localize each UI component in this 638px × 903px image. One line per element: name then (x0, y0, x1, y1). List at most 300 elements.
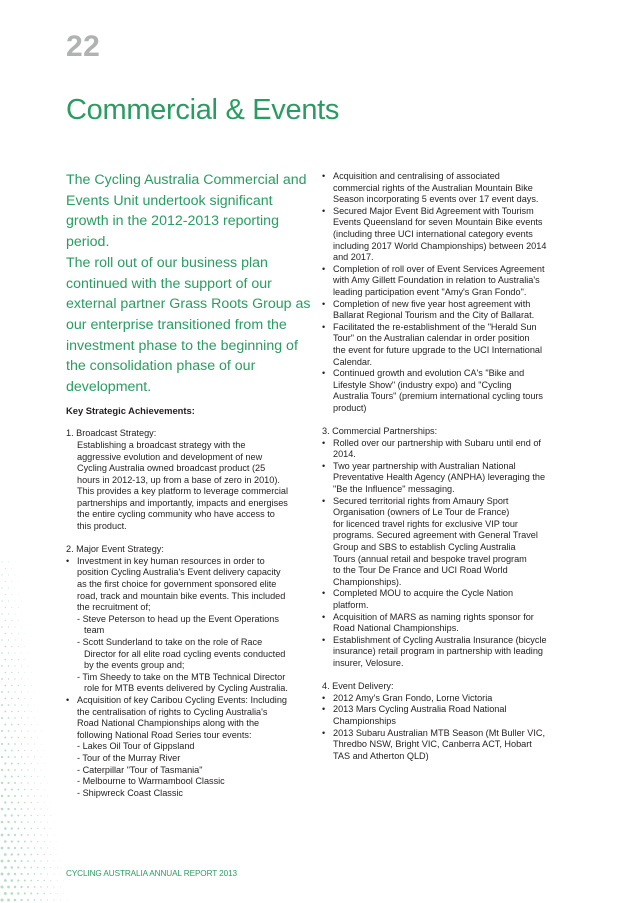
decorative-dot (47, 835, 48, 836)
decorative-dot (11, 724, 13, 726)
text-line: Events Queensland for seven Mountain Bike events (333, 217, 543, 228)
decorative-dot (34, 873, 36, 875)
decorative-dot (1, 574, 2, 575)
decorative-dot (30, 867, 32, 869)
decorative-dot (24, 724, 25, 725)
text-line: Tour" on the Australian calendar in order position (333, 333, 530, 344)
decorative-dot (31, 724, 32, 725)
decorative-dot (14, 834, 16, 836)
tour-item: - Tour of the Murray River (77, 752, 181, 763)
decorative-dot (17, 840, 19, 842)
bullet-item (322, 322, 584, 368)
decorative-dot (47, 783, 48, 784)
decorative-dot (8, 704, 10, 706)
decorative-dot (14, 847, 16, 849)
decorative-dot (37, 880, 39, 882)
decorative-dot (8, 600, 9, 601)
decorative-dot (18, 607, 19, 608)
decorative-dot (11, 698, 12, 699)
decorative-dot (17, 892, 19, 894)
text-line: Road National Championships along with the (77, 718, 260, 729)
decorative-dot (11, 840, 13, 842)
text-line: Australia Tours" (premium international cycling tours (333, 391, 543, 402)
bullet-item (322, 496, 584, 589)
decorative-dot (34, 692, 35, 693)
page-title: Commercial & Events (66, 94, 340, 126)
text-line: • 2013 Subaru Australian MTB Season (Mt Buller VIC, (333, 727, 546, 738)
decorative-dot (38, 711, 39, 712)
decorative-dot (37, 815, 38, 816)
decorative-dot (37, 841, 38, 842)
decorative-dot (24, 828, 26, 830)
decorative-dot (34, 834, 35, 835)
text-line: Calendar. (333, 356, 373, 367)
decorative-dot (1, 691, 3, 693)
footer-report-title: CYCLING AUSTRALIA ANNUAL REPORT 2013 (66, 869, 237, 878)
decorative-dot (8, 665, 9, 666)
decorative-dot (44, 789, 45, 790)
text-line: - Scott Sunderland to take on the role of Race (77, 637, 263, 648)
decorative-dot (8, 691, 10, 693)
decorative-dot (17, 763, 19, 765)
decorative-dot (14, 821, 16, 823)
decorative-dot (40, 873, 41, 874)
decorative-dot (21, 614, 22, 615)
decorative-dot (21, 795, 23, 797)
decorative-dot (37, 854, 38, 855)
decorative-dot (18, 646, 19, 647)
decorative-dot (34, 886, 36, 888)
decorative-dot (50, 854, 51, 855)
decorative-dot (44, 815, 45, 816)
decorative-dot (54, 874, 55, 875)
decorative-dot (1, 782, 3, 784)
major-event-strategy-title: 2. Major Event Strategy: (66, 544, 164, 555)
text-line: • Completion of new five year host agreement with (333, 298, 531, 309)
bullet-item (322, 704, 584, 727)
decorative-dot (41, 731, 42, 732)
decorative-dot (31, 815, 32, 816)
decorative-dot (27, 756, 28, 757)
text-line: Group and SBS to establish Cycling Australia (333, 542, 516, 552)
decorative-dot (24, 802, 26, 804)
decorative-dot (41, 770, 42, 771)
decorative-dot (31, 802, 32, 803)
decorative-dot (54, 822, 55, 823)
decorative-dot (30, 880, 32, 882)
bullet-item (322, 264, 584, 299)
decorative-dot (14, 730, 16, 732)
text-line: - Steve Peterson to head up the Event Operations (77, 613, 279, 624)
bullet-item (322, 368, 584, 414)
decorative-dot (50, 815, 51, 816)
decorative-dot (5, 659, 7, 661)
decorative-dot (4, 840, 7, 843)
decorative-dot (21, 769, 23, 771)
bullet-item (322, 171, 584, 206)
decorative-dot (21, 847, 23, 849)
decorative-dot (24, 867, 26, 869)
text-line: TAS and Atherton QLD) (333, 750, 429, 761)
decorative-dot (24, 841, 26, 843)
decorative-dot (34, 705, 35, 706)
decorative-dot (38, 724, 39, 725)
decorative-dot (24, 776, 25, 777)
decorative-dot (21, 782, 23, 784)
decorative-dot (41, 809, 42, 810)
text-line: programs. Secured agreement with General Travel (333, 530, 538, 541)
bullet-item (322, 206, 584, 264)
decorative-dot (41, 796, 42, 797)
decorative-dot (54, 835, 55, 836)
decorative-dot (18, 698, 19, 699)
bullet-item (322, 635, 584, 670)
text-line: with Amy Gillett Foundation in relation to Australia's (333, 275, 540, 286)
decorative-dot (47, 809, 48, 810)
decorative-dot (31, 776, 32, 777)
bullet-item (66, 556, 311, 614)
decorative-dot (8, 613, 9, 614)
decorative-dot (1, 665, 3, 667)
text-line: partnerships and importantly, impacts and energises (77, 497, 288, 508)
decorative-dot (7, 860, 10, 863)
decorative-dot (4, 879, 7, 882)
text-line: Preventative Health Agency (ANPHA) leveraging the (333, 472, 546, 483)
text-line: • 2013 Mars Cycling Australia Road National (333, 704, 507, 715)
decorative-dot (50, 828, 51, 829)
decorative-dot (21, 808, 23, 810)
decorative-dot (27, 743, 28, 744)
decorative-dot (1, 756, 3, 758)
decorative-dot (14, 860, 16, 862)
text-line: "Be the Influence" messaging. (333, 484, 455, 495)
text-line: • Facilitated the re-establishment of the "Herald Sun (333, 321, 537, 332)
decorative-dot (14, 691, 15, 692)
decorative-dot (50, 893, 51, 894)
text-line: Establishing a broadcast strategy with the (77, 439, 246, 450)
bullet-item (66, 695, 311, 741)
decorative-dot (27, 860, 29, 862)
decorative-dot (8, 626, 9, 627)
text-line: and 2017. (333, 252, 374, 263)
decorative-dot (27, 886, 29, 888)
decorative-dot (31, 789, 32, 790)
decorative-dot (4, 724, 6, 726)
decorative-dot (8, 743, 10, 745)
bullet-item (322, 588, 584, 611)
decorative-dot (50, 841, 51, 842)
decorative-dot (47, 822, 48, 823)
decorative-dot (11, 879, 14, 882)
decorative-dot (31, 763, 32, 764)
text-line: the recruitment of; (77, 602, 151, 613)
text-line: • Completed MOU to acquire the Cycle Nation (333, 588, 514, 599)
decorative-dot (20, 860, 22, 862)
decorative-dot (64, 880, 65, 881)
decorative-dot (11, 776, 13, 778)
decorative-dot (37, 737, 38, 738)
decorative-dot (11, 788, 13, 790)
decorative-dot (11, 685, 12, 686)
decorative-dot (18, 737, 19, 738)
decorative-dot (27, 821, 29, 823)
text-line: insurance) retail program in partnership with leading (333, 646, 543, 657)
text-line: - Tim Sheedy to take on the MTB Technical Director (77, 671, 286, 682)
decorative-dot (50, 880, 51, 881)
decorative-dot (47, 848, 48, 849)
text-line: • Completion of roll over of Event Services Agreement (333, 263, 545, 274)
decorative-dot (14, 769, 16, 771)
decorative-dot (21, 704, 22, 705)
decorative-dot (1, 795, 3, 797)
decorative-dot (47, 899, 48, 900)
decorative-dot (14, 704, 15, 705)
decorative-dot (50, 867, 51, 868)
sub-item (66, 614, 311, 637)
bullet-item (322, 693, 584, 705)
decorative-dot (1, 626, 2, 627)
decorative-dot (18, 685, 19, 686)
decorative-dot (1, 639, 3, 641)
decorative-dot (31, 672, 32, 673)
decorative-dot (21, 691, 22, 692)
decorative-dot (21, 756, 22, 757)
decorative-dot (51, 802, 52, 803)
decorative-dot (1, 808, 4, 811)
decorative-dot (4, 711, 6, 713)
decorative-dot (5, 672, 7, 674)
decorative-dot (8, 575, 9, 576)
decorative-dot (1, 613, 2, 614)
decorative-dot (53, 899, 54, 900)
decorative-dot (34, 782, 35, 783)
text-line: Cycling Australia owned broadcast product (25 (77, 463, 266, 474)
text-line: as the first choice for government sponsored elite (77, 579, 277, 590)
bullet-item (322, 612, 584, 635)
decorative-dot (4, 698, 6, 700)
decorative-dot (5, 646, 6, 647)
decorative-dot (7, 873, 10, 876)
decorative-dot (37, 763, 38, 764)
decorative-dot (14, 665, 15, 666)
decorative-dot (37, 750, 38, 751)
text-line: following National Road Series tour events: (77, 729, 252, 740)
decorative-dot (28, 705, 29, 706)
decorative-dot (44, 802, 45, 803)
decorative-dot (24, 815, 26, 817)
decorative-dot (27, 873, 29, 875)
text-line: the entire cycling community who have access to (77, 509, 275, 520)
decorative-dot (15, 588, 16, 589)
decorative-dot (60, 900, 61, 901)
sub-item (66, 672, 311, 695)
decorative-dot (31, 750, 32, 751)
decorative-dot (17, 789, 19, 791)
decorative-dot (11, 646, 12, 647)
decorative-dot (24, 750, 25, 751)
decorative-dot (8, 717, 10, 719)
decorative-dot (4, 788, 6, 790)
commercial-partnerships-title: 3. Commercial Partnerships: (322, 426, 438, 437)
decorative-dot (11, 814, 13, 816)
decorative-dot (7, 899, 10, 902)
text-line: commercial rights of the Australian Mountain Bike (333, 182, 533, 193)
text-line: Lifestyle Show" (industry expo) and "Cycling (333, 379, 512, 390)
decorative-dot (64, 893, 65, 894)
decorative-dot (15, 575, 16, 576)
decorative-dot (8, 730, 10, 732)
decorative-dot (57, 854, 58, 855)
decorative-dot (28, 653, 29, 654)
intro-paragraph-1: The Cycling Australia Commercial and Events Unit undertook significant growth in the 2012-2013 reporting period. (66, 172, 307, 251)
decorative-dot (1, 600, 2, 601)
tour-item: - Shipwreck Coast Classic (77, 787, 183, 798)
decorative-dot (11, 801, 13, 803)
decorative-dot (14, 652, 15, 653)
decorative-dot (24, 685, 25, 686)
decorative-dot (5, 607, 6, 608)
decorative-dot (34, 718, 35, 719)
decorative-dot (10, 892, 13, 895)
decorative-dot (40, 834, 41, 835)
text-line: hours in 2012-13, up from a base of zero in 2010). (77, 474, 280, 485)
decorative-dot (21, 679, 22, 680)
decorative-dot (27, 782, 28, 783)
decorative-dot (44, 763, 45, 764)
decorative-dot (24, 892, 26, 894)
decorative-dot (18, 672, 19, 673)
bullet-item (322, 728, 584, 763)
decorative-dot (24, 737, 25, 738)
decorative-dot (40, 860, 41, 861)
decorative-dot (24, 763, 25, 764)
decorative-dot (60, 861, 61, 862)
decorative-dot (7, 821, 9, 823)
text-line: including 2017 World Championships) between 2014 (333, 240, 547, 251)
decorative-dot (28, 692, 29, 693)
decorative-dot (60, 887, 61, 888)
tour-item: - Caterpillar "Tour of Tasmania" (77, 764, 203, 775)
decorative-dot (8, 639, 9, 640)
text-line: • Continued growth and evolution CA's "Bike and (333, 368, 525, 379)
decorative-dot (21, 730, 22, 731)
decorative-dot (14, 678, 15, 679)
decorative-dot (17, 802, 19, 804)
decorative-dot (57, 880, 58, 881)
decorative-dot (7, 769, 9, 771)
text-line: position Cycling Australia's Event delivery capacity (77, 567, 281, 578)
decorative-dot (5, 581, 6, 582)
text-line: Director for all elite road cycling events conducted (84, 648, 286, 659)
decorative-dot (44, 893, 45, 894)
decorative-dot (24, 672, 25, 673)
text-line: • Secured territorial rights from Amaury Sport (333, 495, 509, 506)
decorative-dot (11, 750, 13, 752)
decorative-dot (1, 561, 2, 562)
bullet-item (322, 299, 584, 322)
decorative-dot (21, 601, 22, 602)
text-line: by the events group and; (84, 660, 185, 671)
decorative-dot (1, 847, 4, 850)
decorative-dot (25, 633, 26, 634)
decorative-dot (0, 898, 3, 901)
decorative-dot (34, 821, 35, 822)
decorative-dot (24, 659, 25, 660)
decorative-dot (27, 808, 29, 810)
decorative-dot (18, 620, 19, 621)
decorative-dot (20, 886, 22, 888)
decorative-dot (24, 698, 25, 699)
decorative-dot (4, 801, 6, 803)
decorative-dot (57, 893, 58, 894)
decorative-dot (57, 841, 58, 842)
decorative-dot (31, 711, 32, 712)
text-line: This provides a key platform to leverage commercial (77, 486, 288, 497)
decorative-dot (7, 808, 9, 810)
text-line: Championships (333, 715, 396, 726)
decorative-dot (24, 854, 26, 856)
decorative-dot (28, 718, 29, 719)
decorative-dot (4, 775, 6, 777)
decorative-dot (1, 873, 4, 876)
decorative-dot (28, 679, 29, 680)
tour-item: - Lakes Oil Tour of Gippsland (77, 741, 195, 752)
decorative-dot (11, 827, 13, 829)
decorative-dot (11, 659, 12, 660)
decorative-dot (47, 860, 48, 861)
text-line: aggressive evolution and development of new (77, 451, 263, 462)
decorative-dot (57, 867, 58, 868)
decorative-dot (27, 795, 28, 796)
decorative-dot (47, 873, 48, 874)
text-line: to the Tour De France and UCI Road World (333, 565, 508, 576)
decorative-dot (31, 698, 32, 699)
decorative-dot (31, 841, 33, 843)
decorative-dot (37, 802, 38, 803)
decorative-dot (30, 854, 32, 856)
text-line: insurer, Velosure. (333, 657, 404, 668)
tour-item: - Melbourne to Warrnambool Classic (77, 776, 225, 787)
decorative-dot (21, 666, 22, 667)
decorative-dot (4, 762, 6, 764)
decorative-dot (15, 562, 16, 563)
decorative-dot (21, 653, 22, 654)
decorative-dot (14, 899, 17, 902)
decorative-dot (4, 737, 6, 739)
decorative-dot (21, 640, 22, 641)
text-line: (including three UCI international category events (333, 228, 533, 239)
decorative-dot (20, 899, 22, 901)
decorative-dot (24, 711, 25, 712)
decorative-dot (14, 717, 15, 718)
decorative-dot (4, 892, 7, 895)
decorative-dot (8, 678, 10, 680)
decorative-dot (8, 756, 10, 758)
decorative-dot (34, 899, 36, 901)
decorative-dot (21, 834, 23, 836)
decorative-dot (15, 627, 16, 628)
decorative-dot (7, 834, 9, 836)
decorative-dot (44, 750, 45, 751)
decorative-dot (21, 743, 22, 744)
decorative-dot (11, 633, 12, 634)
decorative-dot (15, 614, 16, 615)
decorative-dot (1, 717, 3, 719)
decorative-dot (40, 886, 41, 887)
decorative-dot (11, 607, 12, 608)
decorative-dot (18, 659, 19, 660)
decorative-dot (7, 847, 10, 850)
